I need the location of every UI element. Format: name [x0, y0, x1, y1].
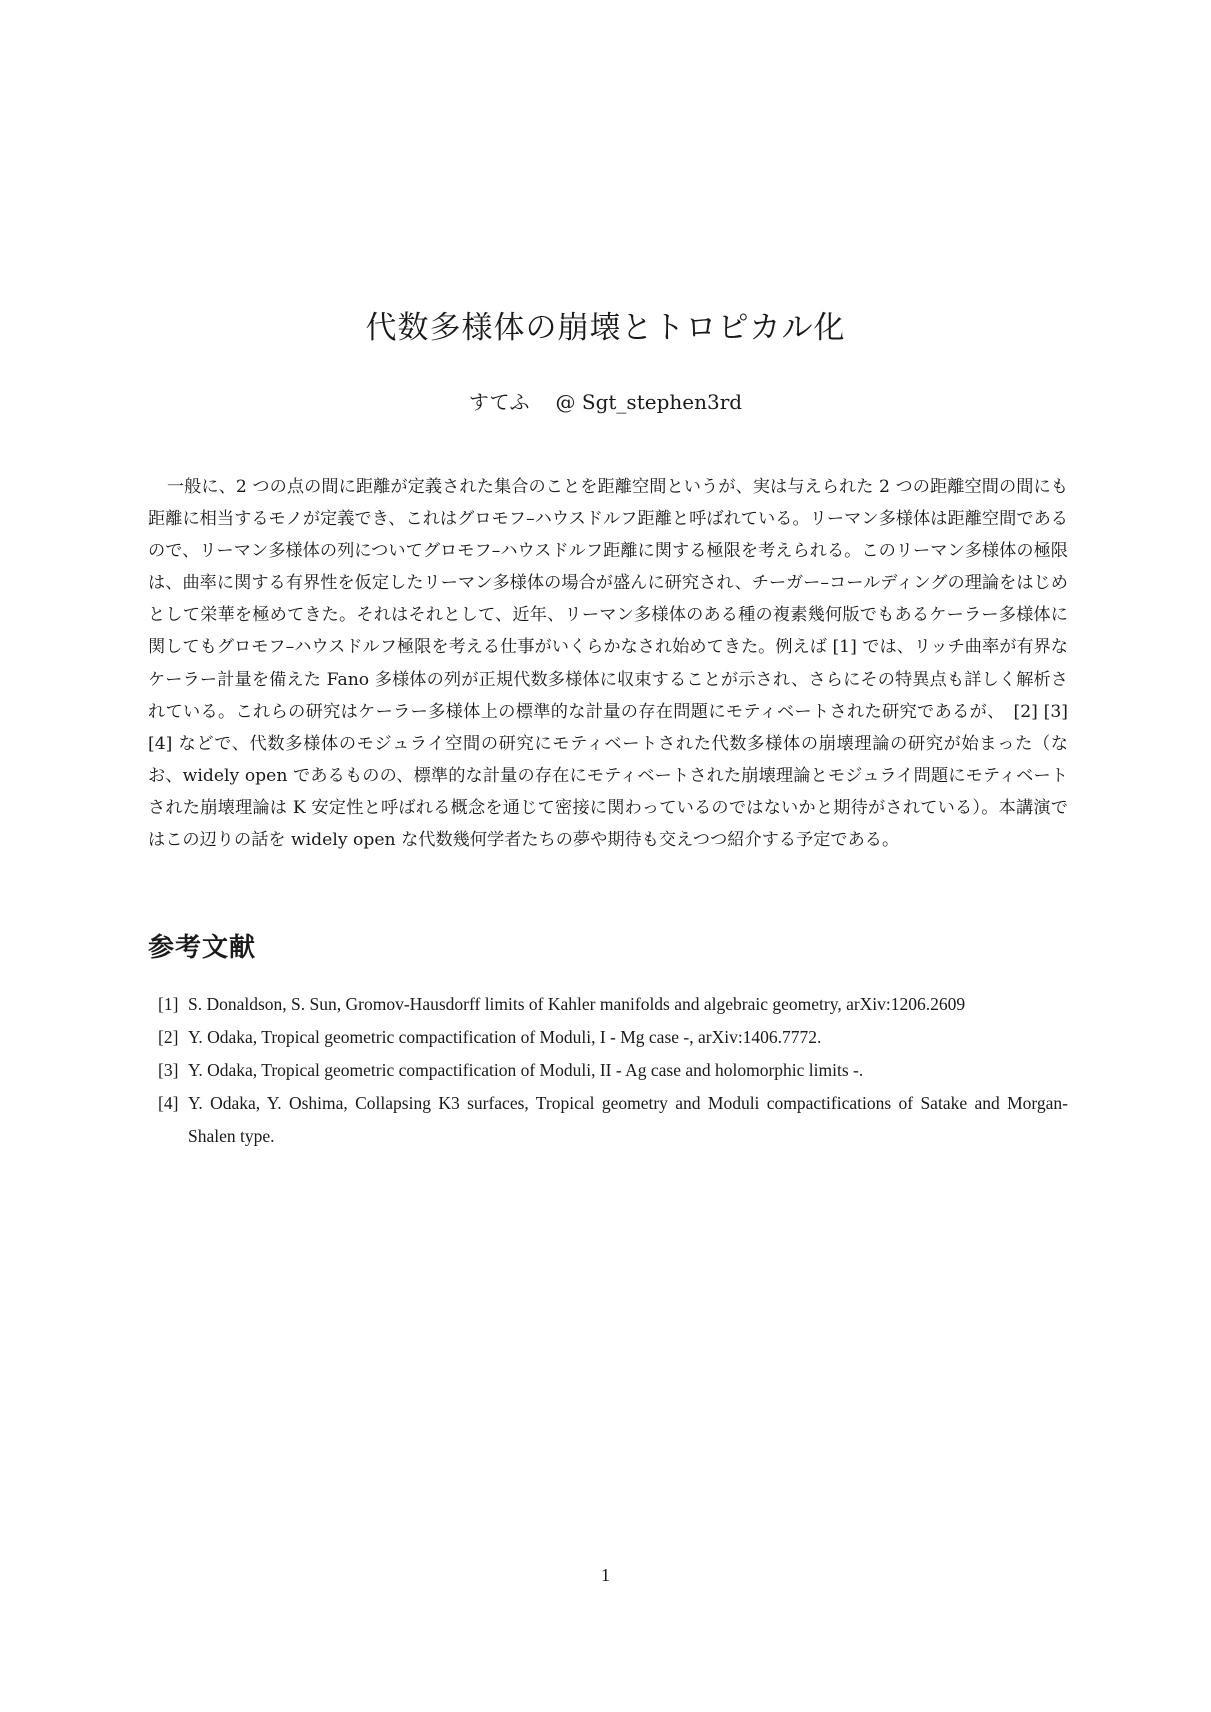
reference-item: [148, 1054, 1068, 1087]
reference-label: [2]: [158, 1027, 179, 1047]
page-number: 1: [601, 1565, 610, 1585]
reference-item: [148, 1087, 1068, 1153]
author-line: [0, 388, 1211, 416]
reference-item: [148, 1021, 1068, 1054]
reference-label: [3]: [158, 1060, 179, 1080]
author-handle: @ Sgt_stephen3rd: [555, 390, 743, 414]
reference-text: Y. Odaka, Y. Oshima, Collapsing K3 surfaces, Tropical geometry and Moduli compactifications of Satake and Morgan-Shalen type.: [188, 1093, 1068, 1146]
abstract-paragraph: 一般に、2 つの点の間に距離が定義された集合のことを距離空間というが、実は与えられた 2 つの距離空間の間にも距離に相当するモノが定義でき、これはグロモフ–ハウスドルフ距離と呼ばれている。リーマン多様体は距離空間であるので、リーマン多様体の列についてグロモフ–ハウスドルフ距離に関する極限を考えられる。このリーマン多様体の極限は、曲率に関する有界性を仮定したリーマン多様体の場合が盛んに研究され、チーガー–コールディングの理論をはじめとして栄華を極めてきた。それはそれとして、近年、リーマン多様体のある種の複素幾何版でもあるケーラー多様体に関してもグロモフ–ハウスドルフ極限を考える仕事がいくらかなされ始めてきた。例えば [1] では、リッチ曲率が有界なケーラー計量を備えた Fano 多様体の列が正規代数多様体に収束することが示され、さらにその特異点も詳しく解析されている。これらの研究はケーラー多様体上の標準的な計量の存在問題にモティベートされた研究であるが、 [2] [3] [4] などで、代数多様体のモジュライ空間の研究にモティベートされた代数多様体の崩壊理論の研究が始まった（なお、widely open であるものの、標準的な計量の存在にモティベートされた崩壊理論とモジュライ問題にモティベートされた崩壊理論は K 安定性と呼ばれる概念を通じて密接に関わっているのではないかと期待がされている）。本講演ではこの辺りの話を widely open な代数幾何学者たちの夢や期待も交えつつ紹介する予定である。: [148, 477, 1068, 851]
reference-item: [148, 988, 1068, 1021]
reference-text: Y. Odaka, Tropical geometric compactification of Moduli, II - Ag case and holomorphic limits -.: [188, 1060, 864, 1080]
references-list: [148, 988, 1068, 1153]
references-heading: 参考文献: [148, 933, 257, 963]
paper-title: 代数多様体の崩壊とトロピカル化: [365, 310, 846, 346]
reference-text: S. Donaldson, S. Sun, Gromov-Hausdorff limits of Kahler manifolds and algebraic geometry, arXiv:1206.2609: [188, 994, 966, 1014]
reference-label: [1]: [158, 994, 179, 1014]
author-name: すてふ: [468, 390, 530, 414]
reference-label: [4]: [158, 1093, 179, 1113]
reference-text: Y. Odaka, Tropical geometric compactification of Moduli, I - Mg case -, arXiv:1406.7772.: [188, 1027, 822, 1047]
